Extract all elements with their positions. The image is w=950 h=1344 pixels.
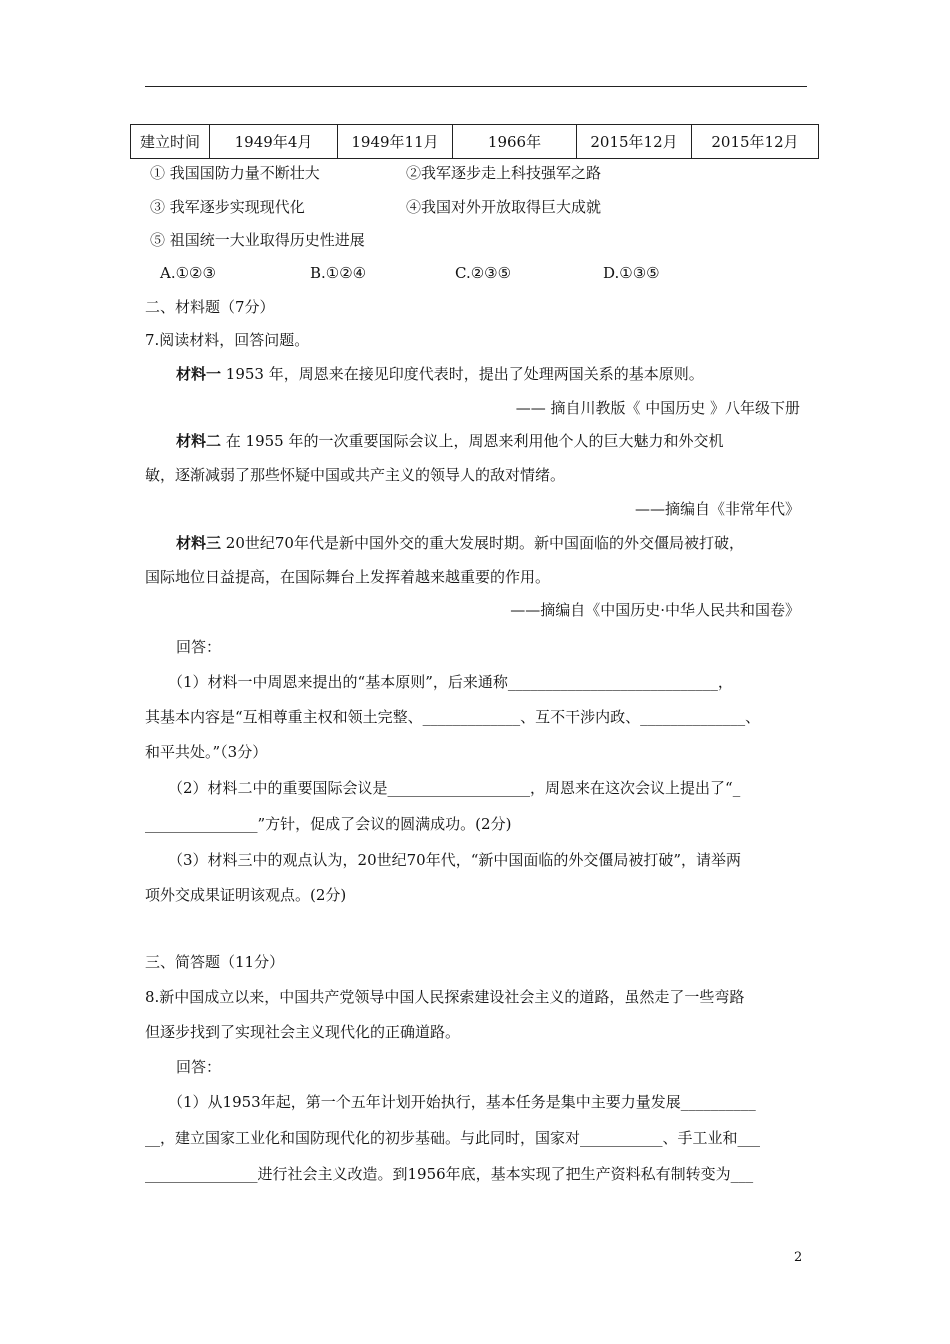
q8-line-2: 但逐步找到了实现社会主义现代化的正确道路。 [145, 1023, 461, 1041]
table-cell: 1966年 [453, 125, 577, 159]
material-2-source: ——摘编自《非常年代》 [634, 500, 800, 518]
option-c: C.②③⑤ [455, 264, 512, 282]
statement-5: ⑤ 祖国统一大业取得历史性进展 [150, 231, 365, 249]
material-3-line-2: 国际地位日益提高，在国际舞台上发挥着越来越重要的作用。 [145, 568, 551, 586]
material-2-line-2: 敏，逐渐减弱了那些怀疑中国或共产主义的领导人的敌对情绪。 [145, 466, 566, 484]
answer-label: 回答： [176, 638, 222, 656]
q8-part-1-line-1: （1）从1953年起，第一个五年计划开始执行，基本任务是集中主要力量发展__________ [168, 1093, 756, 1111]
material-3-line-1 [176, 533, 744, 553]
material-3-text: 20世纪70年代是新中国外交的重大发展时期。新中国面临的外交僵局被打破， [221, 534, 744, 552]
q8-part-1-line-2: __，建立国家工业化和国防现代化的初步基础。与此同时，国家对___________、手工业和___ [145, 1129, 761, 1147]
option-a: A.①②③ [160, 264, 216, 282]
section-3-title: 三、简答题（11分） [145, 953, 285, 971]
material-2-text: 在 1955 年的一次重要国际会议上，周恩来利用他个人的巨大魅力和外交机 [221, 432, 724, 450]
table-header-cell: 建立时间 [131, 125, 210, 159]
q7-part-1-line-2: 其基本内容是“互相尊重主权和领土完整、_____________、互不干涉内政、______________、 [145, 708, 761, 726]
q7-part-2-line-1: （2）材料二中的重要国际会议是___________________，周恩来在这次会议上提出了“_ [168, 779, 741, 797]
q7-title: 7.阅读材料，回答问题。 [145, 331, 310, 349]
statement-3: ③ 我军逐步实现现代化 [150, 198, 305, 216]
founding-time-table [130, 124, 819, 159]
q8-line-1: 8.新中国成立以来，中国共产党领导中国人民探索建设社会主义的道路，虽然走了一些弯路 [145, 988, 745, 1006]
material-1 [176, 364, 704, 384]
q7-part-1-line-3: 和平共处。”（3分） [145, 743, 268, 761]
statement-1: ① 我国国防力量不断壮大 [150, 164, 320, 182]
material-2-label: 材料二 [176, 432, 222, 450]
q7-part-2-line-2: _______________”方针，促成了会议的圆满成功。(2分) [145, 815, 512, 833]
q7-part-3-line-2: 项外交成果证明该观点。(2分) [145, 886, 347, 904]
option-b: B.①②④ [310, 264, 367, 282]
material-1-text: 1953 年，周恩来在接见印度代表时，提出了处理两国关系的基本原则。 [221, 365, 704, 383]
section-2-title: 二、材料题（7分） [145, 298, 275, 316]
table-cell: 2015年12月 [692, 125, 819, 159]
header-rule [145, 86, 807, 87]
material-3-label: 材料三 [176, 534, 222, 552]
material-3-source: ——摘编自《中国历史·中华人民共和国卷》 [510, 601, 800, 619]
material-1-source: —— 摘自川教版《 中国历史 》八年级下册 [515, 399, 800, 417]
table-cell: 1949年4月 [210, 125, 338, 159]
answer-label-2: 回答： [176, 1058, 222, 1076]
material-2-line-1 [176, 431, 724, 451]
table-row [131, 125, 819, 159]
q7-part-3-line-1: （3）材料三中的观点认为，20世纪70年代，“新中国面临的外交僵局被打破”，请举两 [168, 851, 742, 869]
statement-2: ②我军逐步走上科技强军之路 [406, 164, 602, 182]
statement-4: ④我国对外开放取得巨大成就 [406, 198, 602, 216]
table-cell: 1949年11月 [338, 125, 453, 159]
q8-part-1-line-3: _______________进行社会主义改造。到1956年底，基本实现了把生产资料私有制转变为___ [145, 1165, 754, 1183]
table-cell: 2015年12月 [577, 125, 692, 159]
material-1-label: 材料一 [176, 365, 222, 383]
q7-part-1-line-1: （1）材料一中周恩来提出的“基本原则”，后来通称____________________________， [168, 673, 733, 691]
option-d: D.①③⑤ [603, 264, 660, 282]
page-number: 2 [794, 1250, 803, 1265]
